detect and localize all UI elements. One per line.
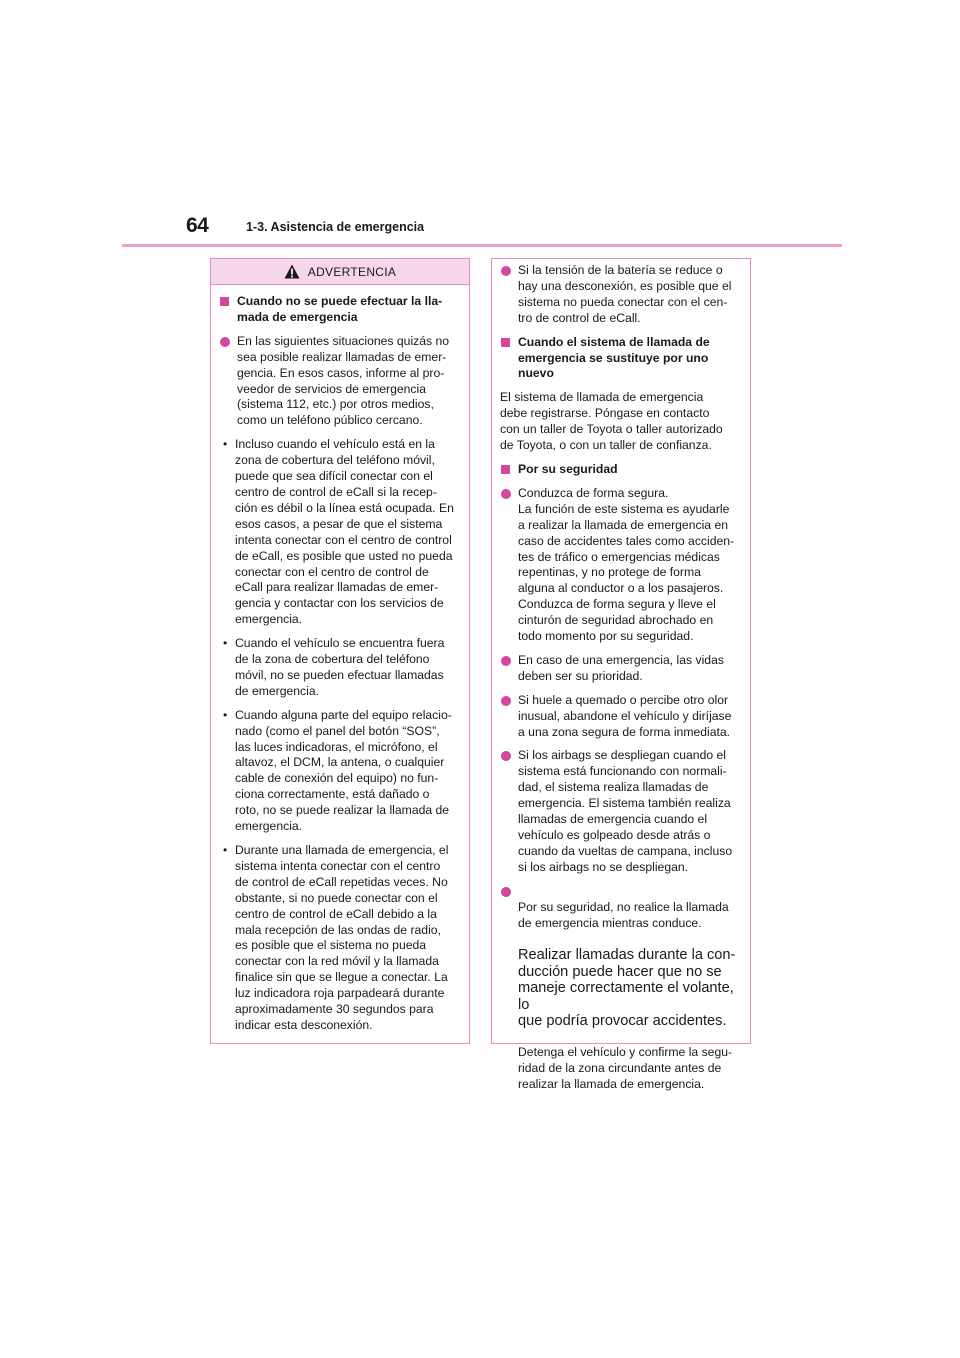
- list-item: • Cuando el vehículo se encuentra fuera de la zona de cobertura del teléfono móvil, no se pueden efectuar llamadas de emergencia.: [219, 636, 459, 700]
- circle-bullet-icon: [500, 486, 518, 645]
- dot-bullet-icon: [219, 437, 235, 628]
- dot-bullet-icon: [219, 636, 235, 700]
- list-item: En caso de una emergencia, las vidas deben ser su prioridad.: [500, 653, 740, 685]
- list-item: Conduzca de forma segura. La función de este sistema es ayudarle a realizar la llamada de emergencia en caso de accidentes tales como acciden- tes de tráfico o emergencias médicas repentinas, y no protege de forma alguna al conductor o a los pasajeros. Conduzca de forma segura y lleve el cinturón de seguridad abrochado en todo momento por su seguridad.: [500, 486, 740, 645]
- square-bullet-icon: [219, 294, 237, 326]
- dot-bullet-icon: [219, 708, 235, 835]
- circle-bullet-icon: [219, 334, 237, 429]
- dot-bullet-icon: [219, 843, 235, 1034]
- warning-box-right: [491, 258, 751, 1092]
- driving-warning-large: Realizar llamadas durante la con- ducción puede hacer que no se maneje correctamente el volante, lo que podría provocar accidentes.: [518, 947, 736, 1029]
- warning-title: ADVERTENCIA: [307, 264, 397, 279]
- list-item: [500, 884, 740, 1109]
- heading-safety: Por su seguridad: [500, 462, 740, 478]
- driving-warning-end: Detenga el vehículo y confirme la segu- ridad de la zona circundante antes de realizar la llamada de emergencia.: [518, 1045, 733, 1092]
- situations-list: [219, 437, 459, 1034]
- warning-box-left: [210, 258, 470, 1044]
- list-item: • Durante una llamada de emergencia, el sistema intenta conectar con el centro de control de eCall repetidas veces. No obstante, si no puede conectar con el centro de control de eCall debido a la mala recepción de las ondas de radio, es posible que el sistema no pueda conectar con la red móvil y la llamada finalice sin que se llegue a conectar. La luz indicadora roja parpadeará durante aproximadamente 30 segundos para indicar esta desconexión.: [219, 843, 459, 1034]
- register-text: El sistema de llamada de emergencia debe registrarse. Póngase en contacto con un taller de Toyota o taller autorizado de Toyota, o con un taller de confianza.: [500, 390, 723, 453]
- page-number: 64: [186, 214, 209, 237]
- header-rule: [122, 244, 842, 247]
- list-item: • Cuando alguna parte del equipo relacio- nado (como el panel del botón “SOS”, las luces indicadoras, el micrófono, el altavoz, el DCM, la antena, o cualquier cable de conexión del equipo) no fun- ciona correctamente, está dañado o roto, no se puede realizar la llamada de emergencia.: [219, 708, 459, 835]
- circle-bullet-icon: [500, 884, 518, 1109]
- section-title: 1-3. Asistencia de emergencia: [246, 220, 425, 234]
- driving-warning-text: Por su seguridad, no realice la llamada de emergencia mientras conduce.: [518, 899, 729, 930]
- square-bullet-icon: [500, 462, 518, 478]
- circle-bullet-icon: [500, 748, 518, 875]
- list-item: Si huele a quemado o percibe otro olor inusual, abandone el vehículo y diríjase a una zona segura de forma inmediata.: [500, 693, 740, 741]
- warning-triangle-icon: [284, 264, 300, 279]
- heading-replacement: Cuando el sistema de llamada de emergencia se sustituye por uno nuevo: [500, 335, 740, 383]
- circle-bullet-icon: [500, 653, 518, 685]
- intro-item: En las siguientes situaciones quizás no sea posible realizar llamadas de emer- gencia. En esos casos, informe al pro- veedor de servicios de emergencia (sistema 112, etc.) por otros medios, como un teléfono público cercano.: [219, 334, 459, 429]
- list-item: Si los airbags se despliegan cuando el sistema está funcionando con normali- dad, el sistema realiza llamadas de emergencia. El sistema también realiza llamadas de emergencia cuando el vehículo es golpeado desde atrás o cuando da vueltas de campana, incluso si los airbags no se despliegan.: [500, 748, 740, 875]
- circle-bullet-icon: [500, 693, 518, 741]
- circle-bullet-icon: [500, 263, 518, 327]
- heading-no-call: Cuando no se puede efectuar la lla- mada de emergencia: [219, 294, 459, 326]
- square-bullet-icon: [500, 335, 518, 383]
- battery-item: Si la tensión de la batería se reduce o hay una desconexión, es posible que el sistema no pueda conectar con el cen- tro de control de eCall.: [500, 263, 740, 327]
- warning-header: [211, 259, 469, 285]
- list-item: • Incluso cuando el vehículo está en la zona de cobertura del teléfono móvil, puede que sea difícil conectar con el centro de control de eCall si la recep- ción es débil o la línea está ocupada. En esos casos, a pesar de que el sistema intenta conectar con el centro de control de eCall, es posible que usted no pueda conectar con el centro de control de eCall para realizar llamadas de emer- gencia y contactar con los servicios de emergencia.: [219, 437, 459, 628]
